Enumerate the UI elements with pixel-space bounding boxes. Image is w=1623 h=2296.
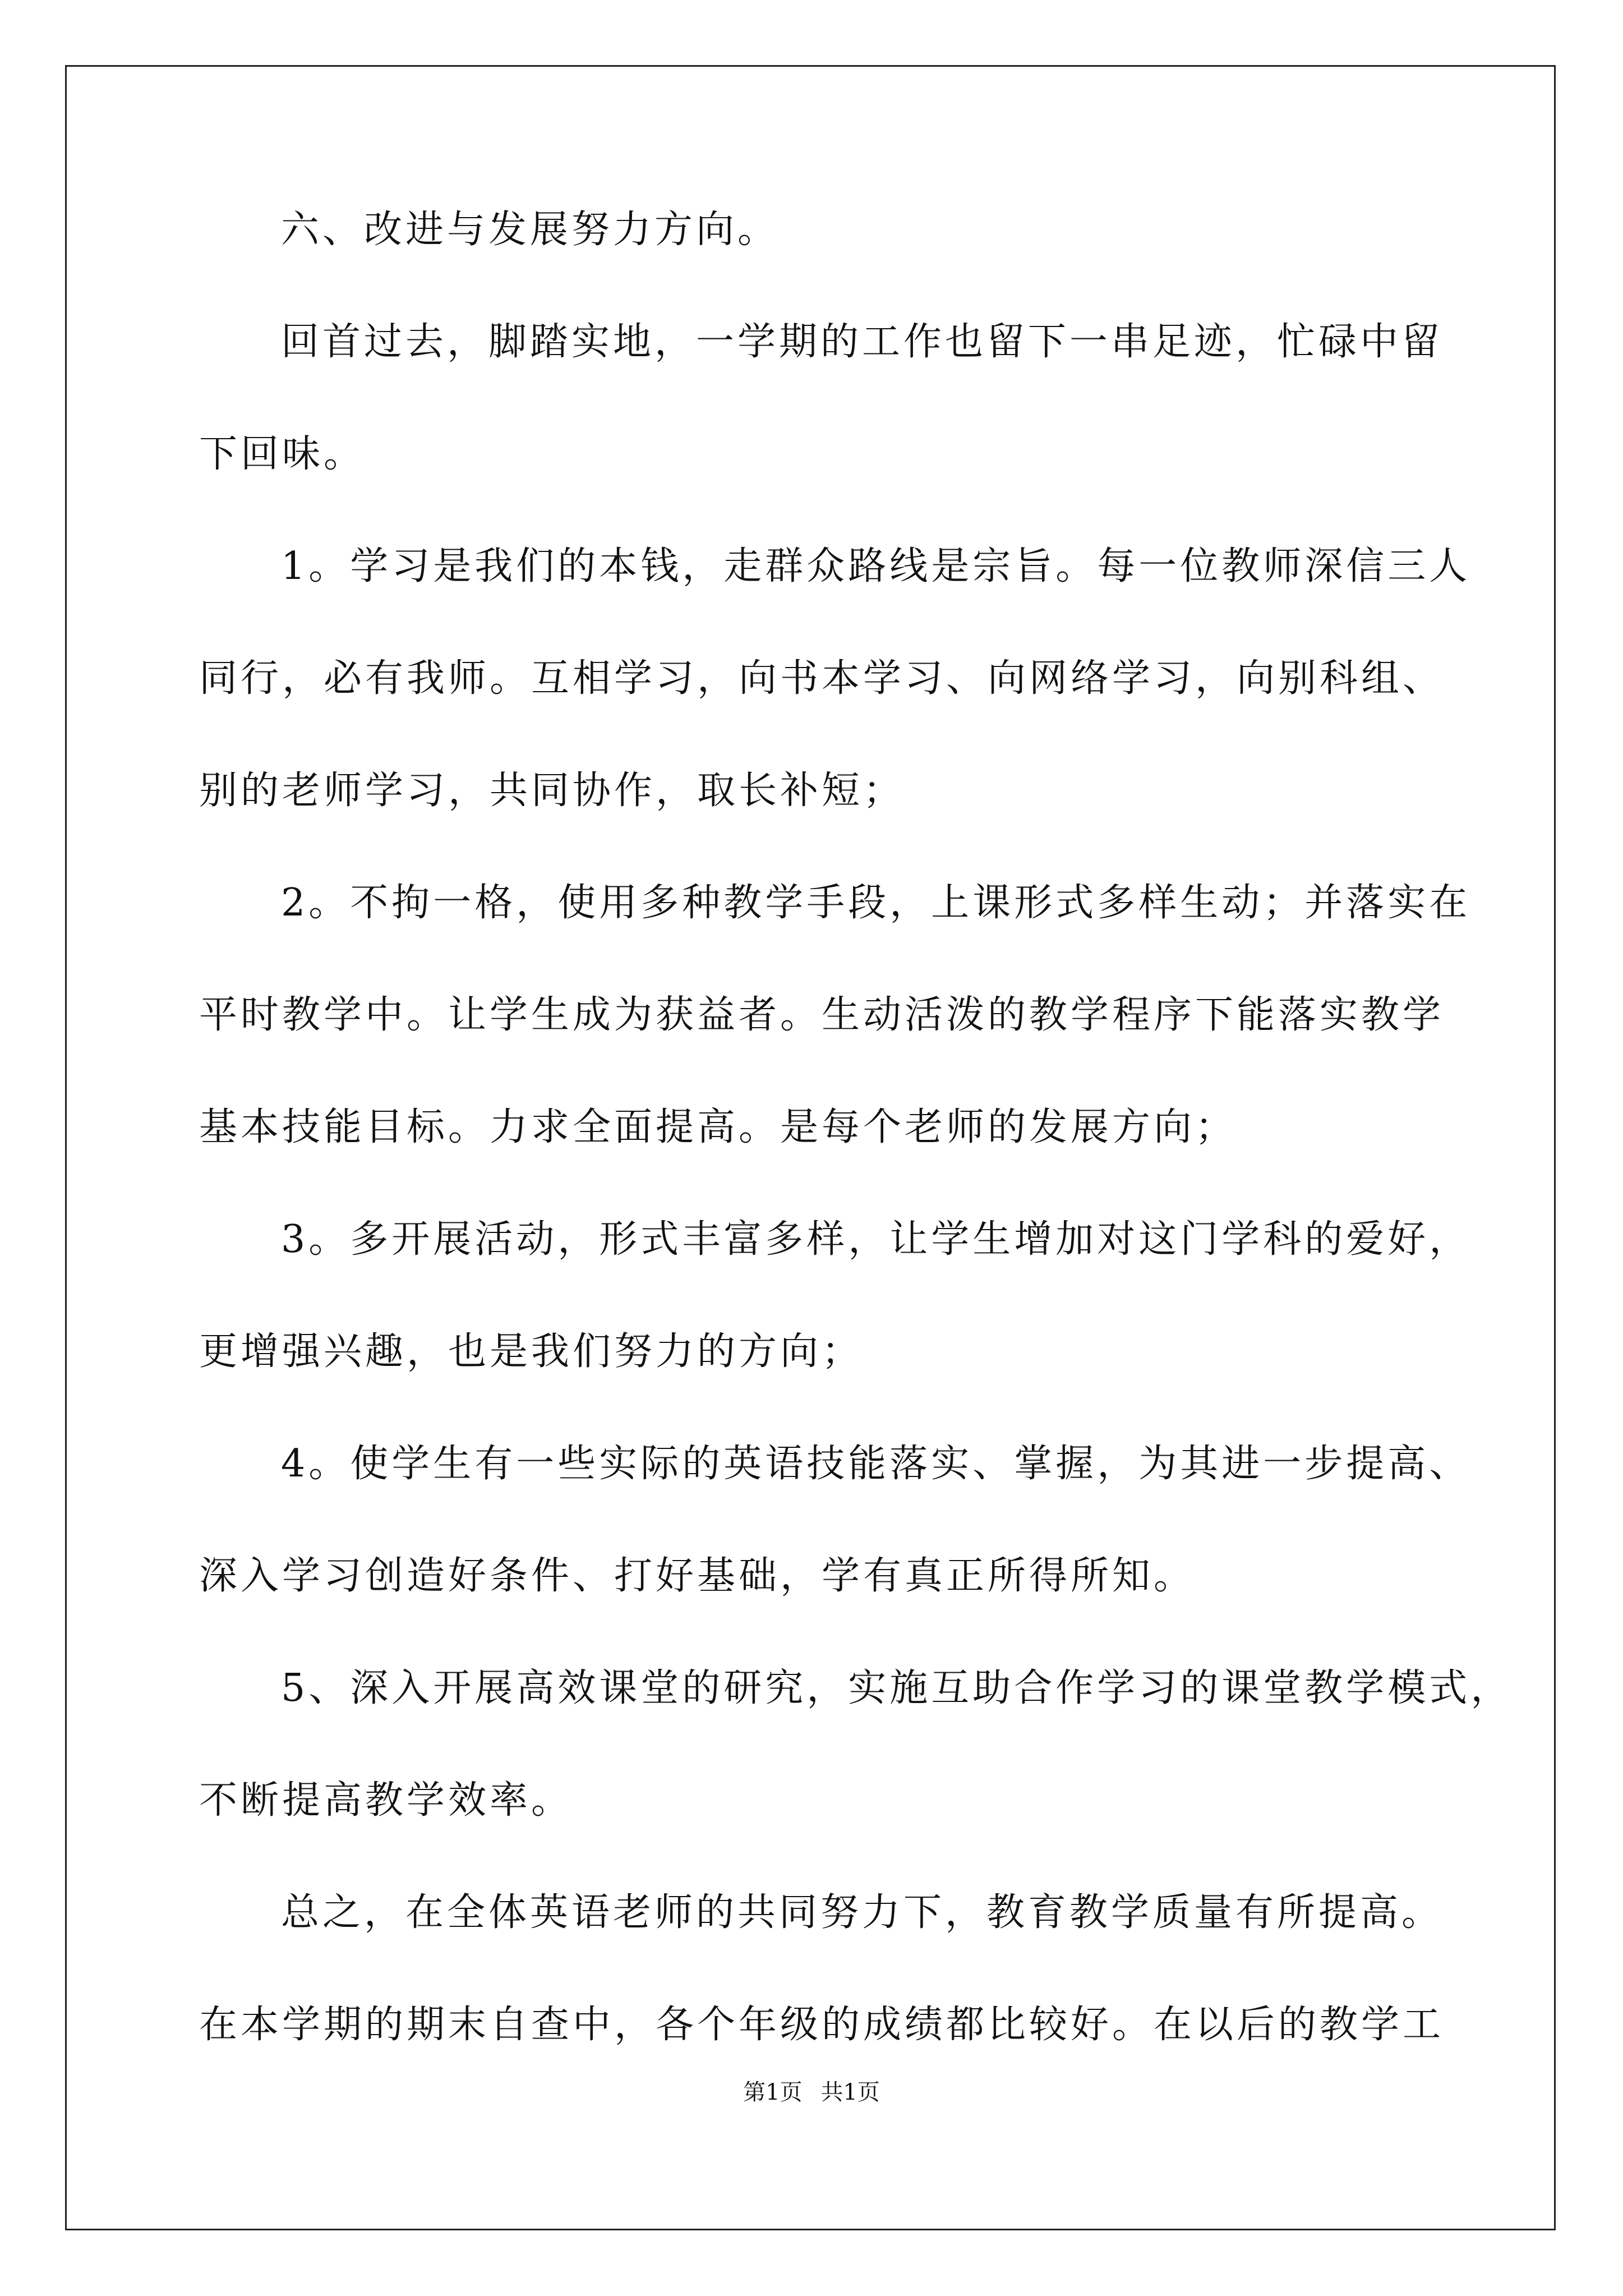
paragraph-line: 5、深入开展高效课堂的研究，实施互助合作学习的课堂教学模式，: [281, 1666, 1513, 1710]
paragraph-line: 1。学习是我们的本钱，走群众路线是宗旨。每一位教师深信三人: [281, 544, 1471, 588]
paragraph-line: 总之，在全体英语老师的共同努力下，教育教学质量有所提高。: [281, 1890, 1444, 1935]
page-total: 共1页: [820, 2079, 880, 2105]
page-footer: [0, 2076, 1623, 2109]
paragraph-line: 同行，必有我师。互相学习，向书本学习、向网络学习，向别科组、: [199, 656, 1445, 701]
paragraph-line: 4。使学生有一些实际的英语技能落实、掌握，为其进一步提高、: [281, 1442, 1471, 1486]
paragraph-line: 更增强兴趣，也是我们努力的方向；: [199, 1329, 864, 1374]
paragraph-line: 平时教学中。让学生成为获益者。生动活泼的教学程序下能落实教学: [199, 993, 1445, 1037]
paragraph-line: 3。多开展活动，形式丰富多样，让学生增加对这门学科的爱好，: [281, 1217, 1471, 1262]
paragraph-line: 不断提高教学效率。: [199, 1778, 573, 1823]
paragraph-line: 基本技能目标。力求全面提高。是每个老师的发展方向；: [199, 1105, 1237, 1149]
paragraph-line: 回首过去，脚踏实地，一学期的工作也留下一串足迹，忙碌中留: [281, 320, 1444, 364]
paragraph-line: 深入学习创造好条件、打好基础，学有真正所得所知。: [199, 1554, 1196, 1598]
paragraph-line: 别的老师学习，共同协作，取长补短；: [199, 769, 905, 813]
section-heading: 六、改进与发展努力方向。: [281, 208, 780, 252]
paragraph-line: 在本学期的期末自查中，各个年级的成绩都比较好。在以后的教学工: [199, 2003, 1445, 2047]
paragraph-line: 下回味。: [199, 432, 366, 476]
page-number: 第1页: [743, 2079, 803, 2105]
paragraph-line: 2。不拘一格，使用多种教学手段，上课形式多样生动；并落实在: [281, 881, 1471, 925]
